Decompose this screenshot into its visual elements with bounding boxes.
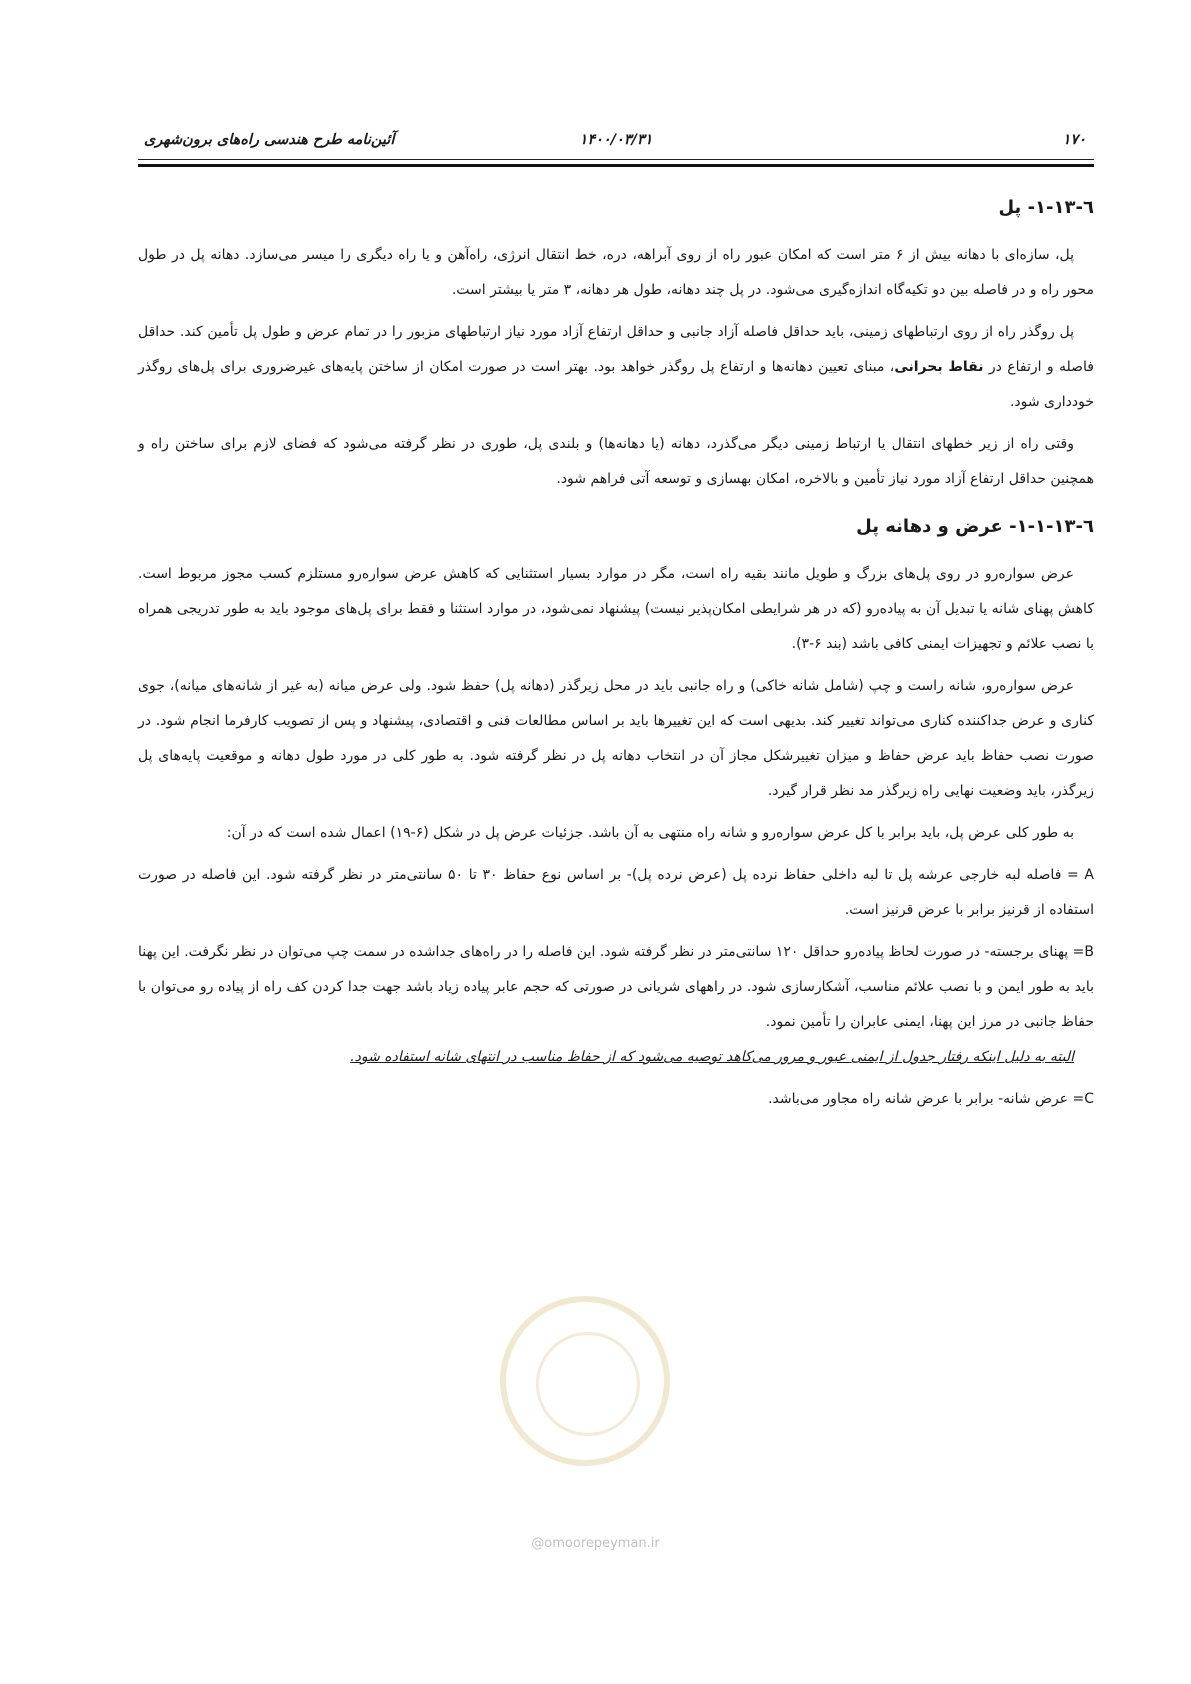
paragraph-carriageway-width: عرض سواره‌رو در روی پل‌های بزرگ و طویل مانند بقیه راه است، مگر در موارد بسیار استثنایی که کاهش عرض سواره‌رو مستلزم کسب مجوز مربوط است. کاهش پهنای شانه یا تبدیل آن به پیاده‌رو (که در هر شرایطی امکان‌پذیر نیست) پیشنهاد نمی‌شود، در موارد استثنا و فقط برای پل‌های موجود باید به طور تدریجی همراه با نصب علائم و تجهیزات ایمنی کافی باشد (بند ۶-۳).	[138, 566, 1094, 652]
watermark-seal-inner	[536, 1332, 640, 1436]
watermark-seal	[500, 1296, 670, 1466]
paragraph-underpass: وقتی راه از زیر خطهای انتقال یا ارتباط زمینی دیگر می‌گذرد، دهانه (یا دهانه‌ها) و بلندی پل، طوری در نظر گرفته می‌شود که فضای لازم برای ساختن راه و همچنین حداقل ارتفاع آزاد مورد نیاز تأمین و بالاخره، امکان بهسازی و توسعه آتی فراهم شود.	[138, 436, 1094, 487]
page-number: ۱۷۰	[1062, 132, 1086, 148]
watermark-site: @omoorepeyman.ir	[531, 1536, 660, 1551]
definition-a: A = فاصله لبه خارجی عرشه پل تا لبه داخلی حفاظ نرده پل (عرض نرده پل)- بر اساس نوع حفاظ ۳۰ تا ۵۰ سانتی‌متر در نظر گرفته شود. این فاصله در صورت استفاده از قرنیز برابر با عرض قرنیز است.	[138, 867, 1094, 918]
header-date: ۱۴۰۰/۰۳/۳۱	[579, 132, 653, 148]
document-title: آئین‌نامه طرح هندسی راه‌های برون‌شهری	[144, 132, 395, 148]
section-heading-bridge: ٦-١٣-١- پل	[998, 197, 1094, 218]
definition-b: B= پهنای برجسته- در صورت لحاظ پیاده‌رو حداقل ۱۲۰ سانتی‌متر در نظر گرفته شود. این فاصله را در راه‌های جداشده در سمت چپ می‌توان در نظر نگرفت. این پهنا باید به طور ایمن و با نصب علائم مناسب، آشکارسازی شود. در راههای شریانی در صورتی که حجم عابر پیاده زیاد باشد جهت جدا کردن کف راه از پیاده رو می‌توان با حفاظ جانبی در مرز این پهنا، ایمنی عابران را تأمین نمود.	[138, 944, 1094, 1030]
paragraph-underpass-width: عرض سواره‌رو، شانه راست و چپ (شامل شانه خاکی) و راه جانبی باید در محل زیرگذر (دهانه پل) حفظ شود. ولی عرض میانه (به غیر از شانه‌های میانه)، جوی کناری و عرض جداکننده کناری می‌تواند تغییر کند. بدیهی است که این تغییرها باید بر اساس مطالعات فنی و اقتصادی، پیشنهاد و پس از تصویب کارفرما انجام شود. در صورت نصب حفاظ باید عرض حفاظ و میزان تغییرشکل مجاز آن در انتخاب دهانه پل در نظر گرفته شود. به طور کلی در مورد طول دهانه و موقعیت پایه‌های پل زیرگذر، باید وضعیت نهایی راه زیرگذر مد نظر قرار گیرد.	[138, 678, 1094, 799]
paragraph-bridge-width: به طور کلی عرض پل، باید برابر با کل عرض سواره‌رو و شانه راه منتهی به آن باشد. جزئیات عرض پل در شکل (۶-۱۹) اعمال شده است که در آن:	[226, 825, 1074, 841]
page-header	[138, 128, 1094, 154]
header-rule-thick	[138, 164, 1094, 167]
definition-c: C= عرض شانه- برابر با عرض شانه راه مجاور می‌باشد.	[768, 1091, 1094, 1107]
definition-b-note: البته به دلیل اینکه رفتار جدول از ایمنی عبور و مرور می‌کاهد توصیه می‌شود که از حفاظ مناسب در انتهای شانه استفاده شود.	[350, 1049, 1074, 1065]
section-heading-width: ٦-١٣-١-١- عرض و دهانه پل	[856, 516, 1094, 537]
header-rule-thin	[138, 159, 1094, 160]
paragraph-overpass	[138, 315, 1094, 420]
overpass-text-1: پل روگذر راه از روی ارتباطهای زمینی، باید حداقل فاصله آزاد جانبی و حداقل ارتفاع آزاد مورد نیاز ارتباطهای مزبور را در تمام عرض و طول پل تأمین کند. حداقل فاصله و ارتفاع در	[138, 324, 1094, 375]
critical-points-term: نقاط بحرانی	[894, 359, 984, 375]
overpass-text-2: ، مبنای تعیین دهانه‌ها و ارتفاع پل روگذر خواهد بود. بهتر است در صورت امکان از ساختن پایه‌های غیرضروری برای پل‌های روگذر خودداری شود.	[138, 359, 1094, 410]
paragraph-bridge-definition: پل، سازه‌ای با دهانه بیش از ۶ متر است که امکان عبور راه از روی آبراهه، دره، خط انتقال انرژی، راه‌آهن و یا راه دیگری را میسر می‌سازد. دهانه پل در طول محور راه و در فاصله بین دو تکیه‌گاه اندازه‌گیری می‌شود. در پل چند دهانه، طول هر دهانه، ۳ متر یا بیشتر است.	[138, 247, 1094, 298]
page-content	[138, 178, 1094, 1124]
